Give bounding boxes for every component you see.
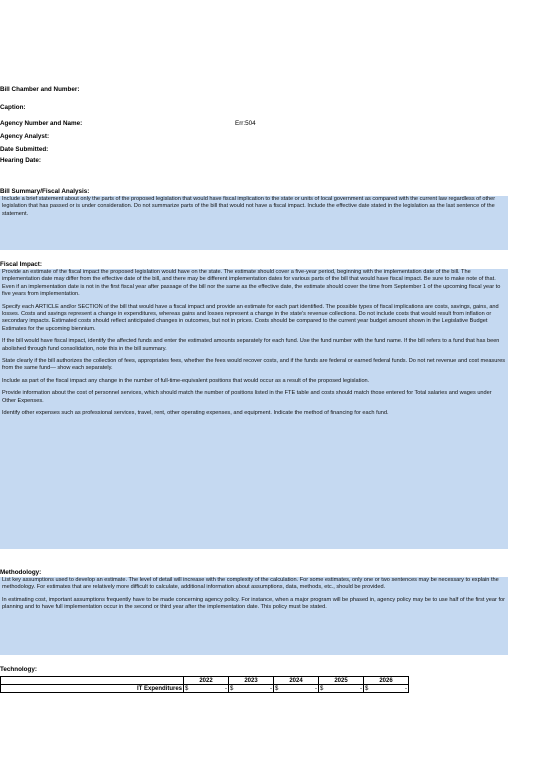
methodology-heading: Methodology: [0, 569, 42, 576]
amount-value: - [360, 685, 362, 692]
year-cell: 2025 [319, 677, 364, 685]
methodology-text-box[interactable] [0, 577, 508, 655]
amount-cell[interactable] [274, 685, 319, 693]
methodology-paragraph: In estimating cost, important assumptions frequently have to be made concerning agency policy. For instance, when a major program will be phased in, agency policy may be to use half of the first year for planning and to have full implementation occur in the second or third year after the implementation date. This policy must be stated. [2, 596, 505, 611]
fiscal-impact-text-box[interactable] [0, 269, 508, 549]
hearing-date-label: Hearing Date: [0, 157, 41, 164]
fiscal-paragraph: Identify other expenses such as professional services, travel, rent, other operating expenses, and equipment. Indicate the method of financing for each fund. [2, 410, 389, 417]
technology-heading: Technology: [0, 666, 37, 673]
caption-label: Caption: [0, 104, 26, 111]
amount-value: - [225, 685, 227, 692]
year-cell: 2022 [184, 677, 229, 685]
year-cell: 2026 [364, 677, 409, 685]
currency-symbol: $ [275, 685, 279, 692]
it-expenditures-label: IT Expenditures [1, 685, 184, 693]
year-cell: 2024 [274, 677, 319, 685]
bill-chamber-label: Bill Chamber and Number: [0, 86, 80, 93]
year-cell: 2023 [229, 677, 274, 685]
agency-number-value: Err:504 [235, 120, 256, 127]
agency-number-label: Agency Number and Name: [0, 120, 83, 127]
fiscal-paragraph: Specify each ARTICLE and/or SECTION of the bill that would have a fiscal impact and provide an estimate for each part identified. The possible types of fiscal implications are costs, savings, gains, and losses. Costs and savings represent a change in expenditures, whereas gains and losses represent a change in the state's revenue collections. Do not include costs that would result from inflation or secondary impacts. Estimated costs should reflect anticipated changes in outcomes, but not in prices. Costs should be compared to the current year budget amount shown in the Legislative Budget Estimates for the upcoming biennium. [2, 303, 499, 332]
spacer-cell [409, 677, 532, 685]
empty-cell [1, 677, 184, 685]
currency-symbol: $ [320, 685, 324, 692]
amount-value: - [315, 685, 317, 692]
amount-cell[interactable] [229, 685, 274, 693]
amount-value: - [405, 685, 407, 692]
amount-cell[interactable] [364, 685, 409, 693]
technology-table [0, 676, 532, 693]
summary-text-box[interactable] [0, 196, 508, 250]
amount-cell[interactable] [319, 685, 364, 693]
fiscal-paragraph: If the bill would have fiscal impact, identify the affected funds and enter the estimated amounts separately for each fund. Use the fund number with the fund name. If the bill refers to a fund that has been abolished through fund consolidation, note this in the bill summary. [2, 338, 500, 352]
summary-text: Include a brief statement about only the parts of the proposed legislation that would have fiscal implication to the state or units of local government as compared with the current law regardless of other legislation that has passed or is under consideration. Do not summarize parts of the bill that would not have a fiscal impact. Include the effective date stated in the legislation as the last sentence of the statement. [2, 196, 496, 217]
fiscal-paragraph: Provide information about the cost of personnel services, which should match the number of positions listed in the FTE table and costs should match those entered for Total salaries and wages under Other Expenses. [2, 390, 492, 404]
date-submitted-label: Date Submitted: [0, 146, 49, 153]
fiscal-paragraph: Provide an estimate of the fiscal impact the proposed legislation would have on the state. The estimate should cover a five-year period, beginning with the implementation date of the bill. The implementation date may differ from the effective date of the bill, and there may be different implementation dates for various parts of the bill that would have fiscal impact. Be sure to make note of that. Even if an implementation date is not in the first fiscal year after passage of the bill nor the same as the effective date, the estimate should cover the time from September 1 of the upcoming fiscal year to five years from implementation. [2, 269, 501, 298]
summary-heading: Bill Summary/Fiscal Analysis: [0, 188, 90, 195]
it-expenditures-row [1, 685, 532, 693]
currency-symbol: $ [230, 685, 234, 692]
amount-cell[interactable] [184, 685, 229, 693]
fiscal-impact-heading: Fiscal Impact: [0, 261, 42, 268]
amount-value: - [270, 685, 272, 692]
agency-analyst-label: Agency Analyst: [0, 133, 50, 140]
technology-year-row [1, 677, 532, 685]
currency-symbol: $ [185, 685, 189, 692]
spacer-cell [409, 685, 532, 693]
fiscal-paragraph: Include as part of the fiscal impact any change in the number of full-time-equivalent positions that would occur as a result of the proposed legislation. [2, 377, 370, 384]
fiscal-paragraph: State clearly if the bill authorizes the collection of fees, appropriates fees, whether the fees would recover costs, and if the funds are federal or earned federal funds. Do not net revenue and cost measures from the same fund— show each separately. [2, 358, 506, 372]
methodology-paragraph: List key assumptions used to develop an estimate. The level of detail will increase with the complexity of the calculation. For some estimates, only one or two sentences may be necessary to explain the methodology. For estimates that are relatively more difficult to calculate, additional information about assumptions, data, methods, etc., should be provided. [2, 577, 499, 591]
currency-symbol: $ [365, 685, 369, 692]
